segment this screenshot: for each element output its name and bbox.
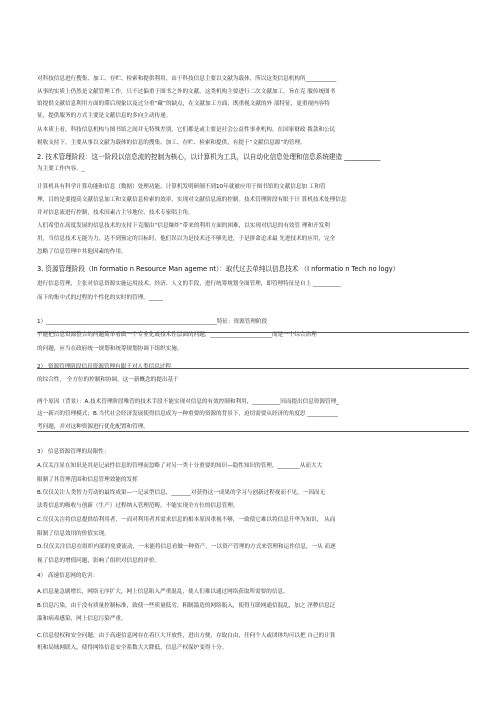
text-line: 4） 高速信息网的危害：	[37, 573, 99, 579]
text-line: 机和局域网联入，使得网络信息安全系数大大降低，信息产权保护变得十分。	[37, 645, 228, 651]
text-line: 计算机具有科学计算功能和信息（数据）处理功能。计算机发明研制不到10年就被应用于图书馆的文献信息加 工和管	[37, 184, 326, 190]
text-line: 而下的集中式的过程的个性化的实时的管理。_____	[37, 295, 163, 301]
text-line: 3） 信息资源管理的局限性：	[37, 449, 110, 455]
text-line: 不能把信息资源整合的问题简单看做一个专业化或技术性层面的问题，______________________而是一个综合治理	[37, 332, 317, 338]
text-line: 从事的实质上仍然是文献管理工作，只不过偏重于图书之外的文献。这类机构主要进行二次文献加工，旨在克 服传统图书	[37, 89, 336, 95]
text-line: A.仅关注显在知识是其是记录性信息的管理而忽略了对另一类十分重要的知识—隐性知识的管理，________从而大大	[37, 463, 323, 469]
text-line: 人们希望在高度发展的信息技术的支持下克服由“信息爆炸”带来的利用方面的困难，以实现对信息的有效管 理和开发利	[37, 223, 330, 229]
text-line: 1）_____________________________________________________________特征：资源管理阶段	[37, 319, 268, 325]
text-line: 并对信息流进行控制，技术因素占主导地位，技术专家唱主角。	[37, 210, 194, 216]
text-line: 征，提供服务的方式主要是文献信息的多向主动传递。	[37, 113, 172, 119]
text-line: 2） 资源管理阶段信息资源管理有眼于对人类信息过程	[37, 364, 171, 370]
text-line: 2. 技术管理阶段：这一阶段以信息流的控制为核心，以计算机为工具，以自动化信息处理和信息系统建造 ___________	[37, 153, 381, 161]
text-line: 从本质上看，科技信息机构与图书馆之间并无特殊差别，它们都是或主要是社会公益性事业机构，在国家财政 拨款和公民	[37, 127, 336, 133]
text-line: B.仅仅关注人类智力劳动的最终成果—一记录型信息，_______对获得这一成果的学习与创新过程视而不见，一因而无	[37, 490, 326, 496]
text-line: 进行信息管理，主张对信息资源实施运用技术、经济、人文的手段，进行统筹规划全面管理，即管理特征是自上 __________	[37, 281, 341, 287]
text-line: 法将信息的吸收与创新（生产）过程纳入管理范畴，不能实现全方位的信息管理。	[37, 503, 239, 509]
table-rule	[37, 368, 277, 369]
text-line: 视了信息的增值问题，影响了组织对信息的评价。	[37, 558, 161, 564]
table-rule	[37, 332, 277, 333]
text-line: B.信息污染，由于没有质量控制标准，致使一些质量低劣，粗制滥造的网络瓶入，使得互联网通信混乱，加之 淫秽信息泛	[37, 603, 336, 609]
text-line: 限制了信息效用的价值实现。	[37, 531, 110, 537]
text-line: 考问题，并对这种资源进行优化配置和管理。	[37, 424, 149, 430]
text-line: 对科技信息进行搜集、加工、存贮、检索和提供利用，由于科技信息主要以文献为载体，所以这类信息机构所___________	[37, 76, 337, 82]
text-line: C.信息侵权和安全问题，由于高速信息网存在着巨大开放性，进出方便，存取自由，任何个人或团体均可以把 自己的计算	[37, 633, 336, 639]
text-line: 的综合性， 全方位的控制和协调，这一新概念的提出基于	[37, 377, 179, 383]
text-line: 两个原因（背景）：A.技术管理阶段唯管的技术手段不能实现对信息的有效控制和利用，__________因而提出信息资源管理_	[37, 399, 339, 405]
table-rule	[277, 332, 469, 333]
text-line: 税收支持下，主要从事以文献为载体的信息的搜集、加工、存贮、检索和提供，有提于“文献信息源”的管理。	[37, 140, 306, 146]
text-line: 忽略了信息管理中其他因素的作用。	[37, 249, 127, 255]
table-rule	[277, 368, 469, 369]
text-line: C.仅仅关注将信息提供给利用者，一而对利用者其需求信息的根本原因重视不够，一致使它难以将信息升华为知识， 从而	[37, 517, 336, 523]
text-line: 理，目的是要提高文献信息加工和文献信息检索的效率，实现对文献信息流的控制。技术管理阶段有眼于计 算机技术处理信息	[37, 197, 347, 203]
text-line: 这一新兴的管理模式；B.当代社会经济发展使得信息成为一种重要的资源的背景下，迫切需要从经济的角度思 ___________	[37, 411, 339, 417]
text-line: 用，当信息技术无能为力，达不到预定的目标时，他们误以为是技术还不够先进，于是拼命追求最 先进技术的应用，完全	[37, 236, 336, 242]
text-line: A.信息量急剧增长，网络无序扩大，网上信息陷入严重混乱，使人们难以通过网络获取所需要的信息。	[37, 589, 289, 595]
text-line: 滥和病毒感染，网上信息污染严重。	[37, 616, 127, 622]
text-line: 为主要工作内容。_	[37, 166, 85, 172]
text-line: 馆提供文献信息利用方面的滞后现象以及过分重“藏”的缺点，在文献加工方面，既重视文献的外 部特征，更重视内容特	[37, 101, 330, 107]
table-rule	[37, 431, 469, 432]
text-line: 限制了其管理范围和信息管理效能的发挥	[37, 477, 138, 483]
text-line: D.仅仅关注信息在组织内部的免费流动，一未能将信息看做一种资产，一以资产管理的方式来管理和运作信息，一从 而逐	[37, 544, 336, 550]
text-line: 3. 资源管理阶段（In formatio n Resource Man ageme nt）：取代过去单纯以信息技术 （I nformatio n Tech no logy）	[37, 265, 400, 273]
text-line: 的问题，应当在政府统一规划和统筹规划协调下组织实施。	[37, 346, 183, 352]
